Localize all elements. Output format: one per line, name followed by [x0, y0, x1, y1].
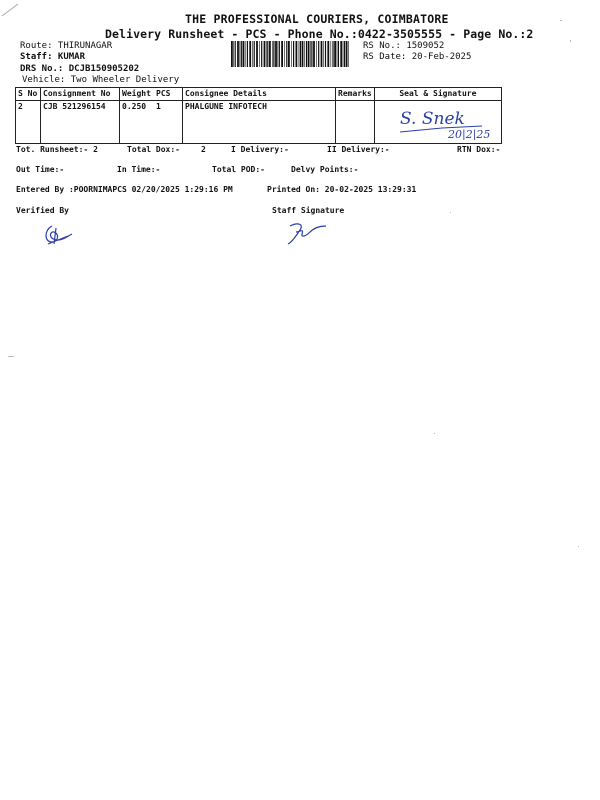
rtn-dox: RTN Dox:-: [457, 145, 501, 154]
scan-speck: [450, 212, 451, 213]
cell-pcs: 1: [154, 101, 183, 144]
header-weight: Weight: [120, 88, 155, 101]
delvy-points: Delvy Points:-: [291, 165, 359, 174]
header-seal-signature: Seal & Signature: [374, 88, 501, 101]
table-header-row: [16, 88, 502, 101]
i-delivery: I Delivery:-: [231, 145, 289, 154]
header-consignee: Consignee Details: [183, 88, 336, 101]
scan-speck: [434, 433, 435, 434]
svg-text:20|2|25: 20|2|25: [448, 128, 491, 140]
header-consignment: Consignment No: [41, 88, 120, 101]
cell-sno: 2: [16, 101, 41, 144]
drs-number: DRS No.: DCJB150905202: [20, 64, 140, 74]
verified-by-label: Verified By: [16, 206, 69, 215]
rs-number: RS No.: 1509052: [363, 41, 445, 51]
total-dox-value: 2: [201, 145, 206, 154]
scan-speck: [560, 20, 562, 21]
staff-text: Staff: KUMAR: [20, 52, 86, 62]
cell-remarks: [336, 101, 375, 144]
cell-consignment: CJB 521296154: [41, 101, 120, 144]
svg-text:S. Snek: S. Snek: [400, 109, 465, 129]
total-pod: Total POD:-: [212, 165, 265, 174]
barcode-image: [230, 41, 352, 67]
total-dox-label: Total Dox:-: [127, 145, 180, 154]
handwritten-signature-staff: [284, 218, 330, 248]
header-pcs: PCS: [154, 88, 183, 101]
staff-signature-label: Staff Signature: [272, 206, 345, 215]
company-title: THE PROFESSIONAL COURIERS, COIMBATORE: [185, 12, 449, 26]
runsheet-subtitle: Delivery Runsheet - PCS - Phone No.:0422-3505555 - Page No.:2: [105, 27, 534, 41]
handwritten-signature-receiver: [396, 104, 506, 140]
scan-speck: [578, 546, 579, 547]
vehicle-text: Vehicle: Two Wheeler Delivery: [22, 75, 180, 85]
route-text: Route: THIRUNAGAR: [20, 41, 113, 51]
out-time: Out Time:-: [16, 165, 65, 174]
rs-date: RS Date: 20-Feb-2025: [363, 52, 472, 62]
cell-weight: 0.250: [120, 101, 155, 144]
entered-by: Entered By :POORNIMAPCS 02/20/2025 1:29:16 PM: [16, 185, 233, 194]
printed-on: Printed On: 20-02-2025 13:29:31: [267, 185, 417, 194]
scan-speck: [570, 40, 571, 42]
handwritten-signature-verifier: [38, 222, 78, 248]
cell-consignee: PHALGUNE INFOTECH: [183, 101, 336, 144]
in-time: In Time:-: [117, 165, 161, 174]
header-sno: S No: [16, 88, 41, 101]
scan-speck: [8, 356, 14, 357]
total-runsheet: Tot. Runsheet:- 2: [16, 145, 98, 154]
ii-delivery: II Delivery:-: [327, 145, 390, 154]
header-remarks: Remarks: [336, 88, 375, 101]
scan-corner-mark: [0, 0, 30, 20]
